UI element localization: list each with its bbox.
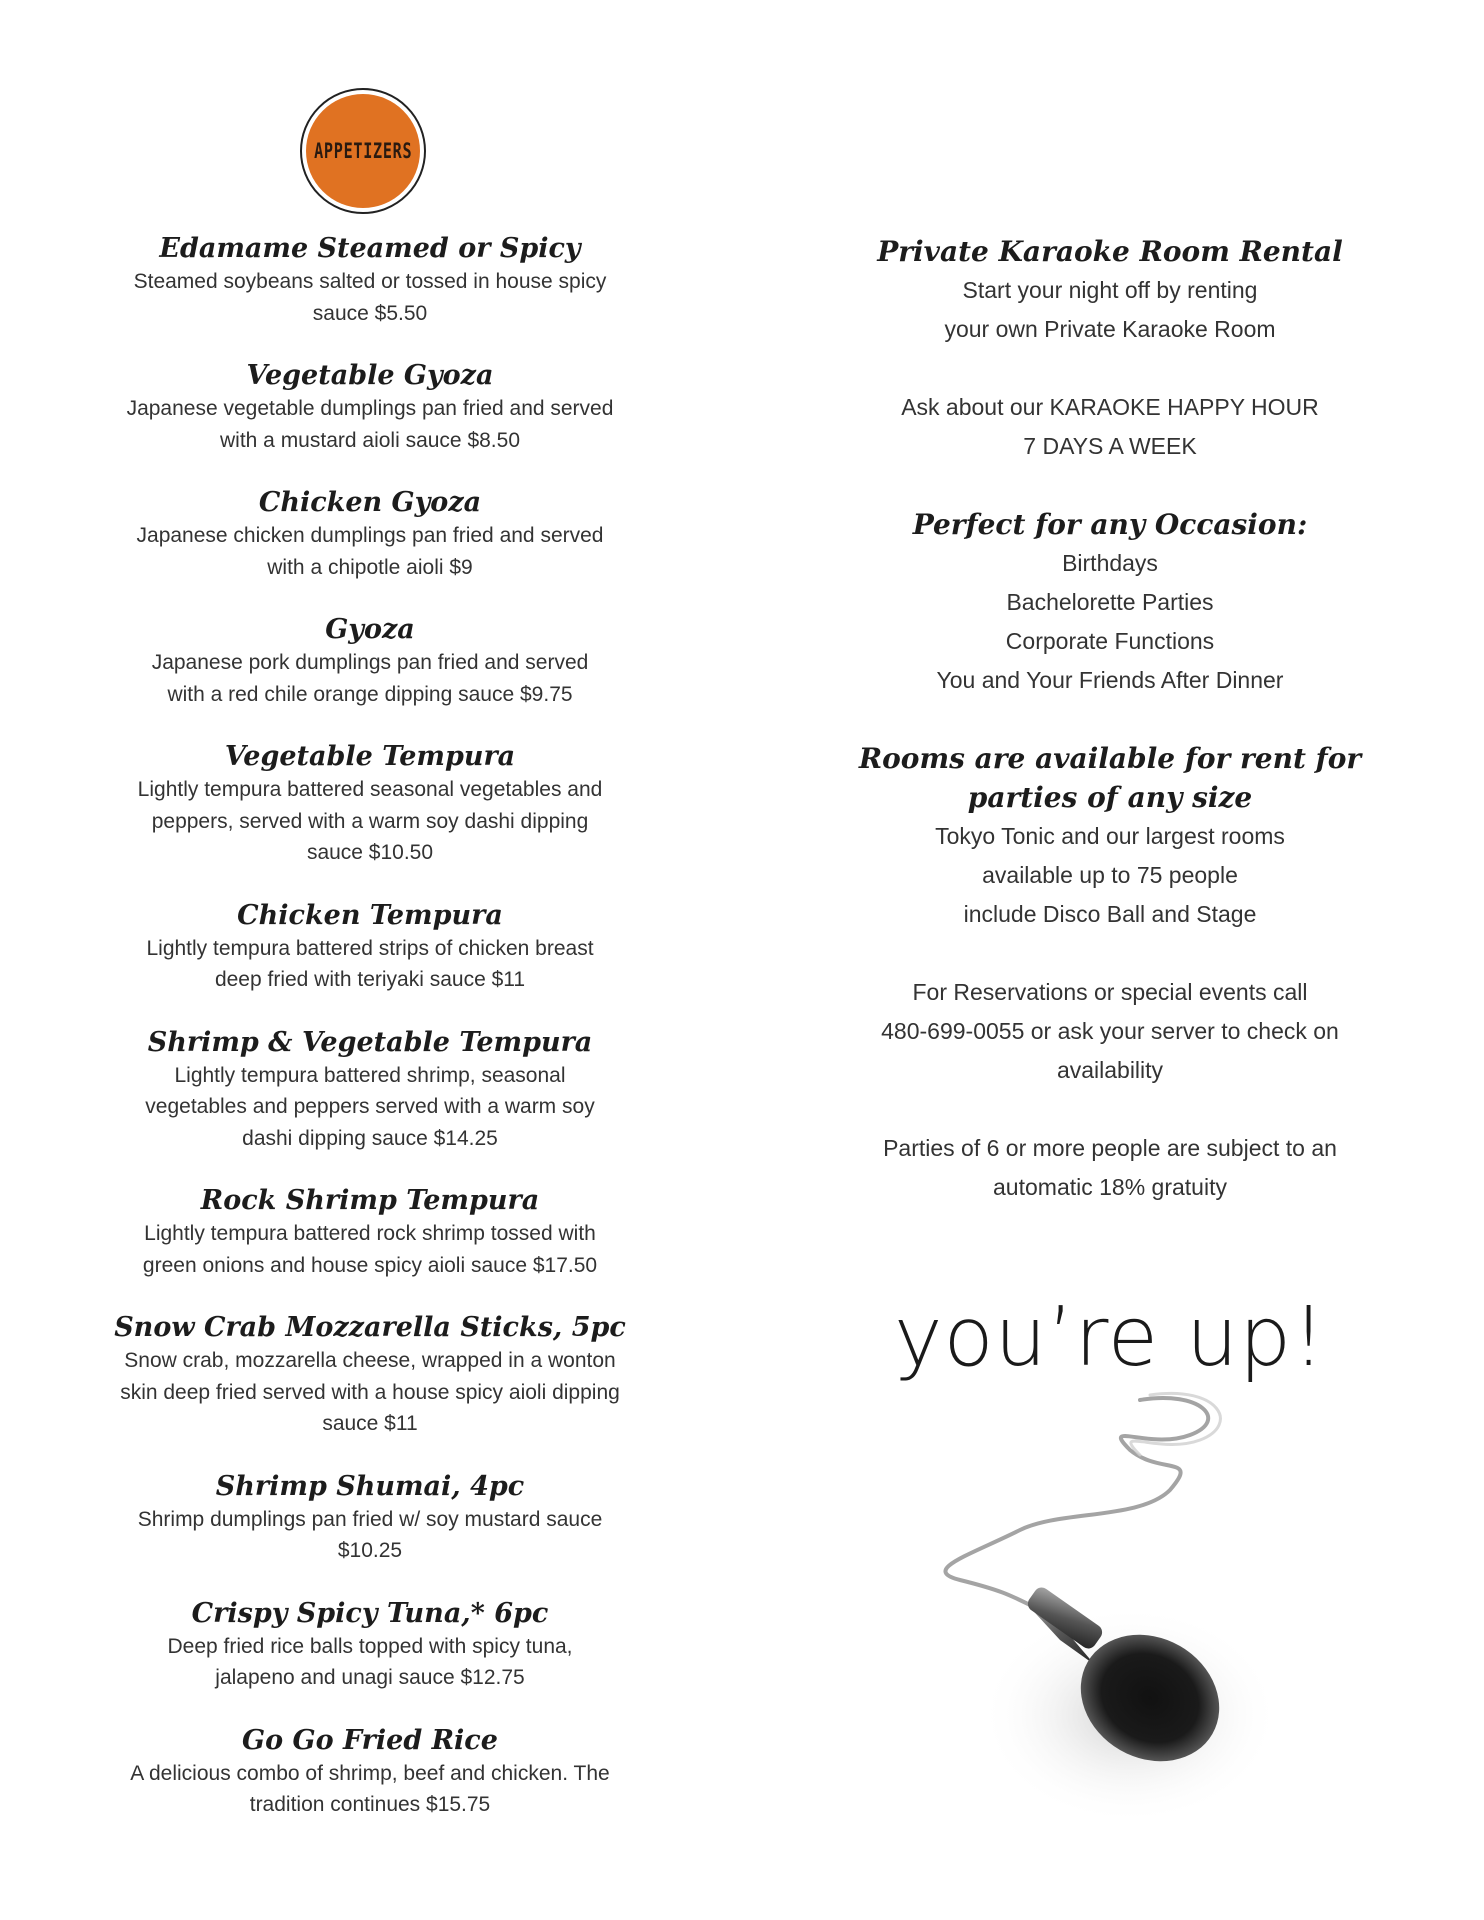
appetizers-badge-circle	[306, 94, 420, 208]
karaoke-intro-line: Start your night off by renting	[962, 277, 1258, 303]
menu-item	[70, 1026, 670, 1155]
appetizers-badge	[300, 88, 426, 214]
appetizers-badge-label: APPETIZERS	[313, 139, 413, 163]
item-desc-line: peppers, served with a warm soy dashi dipping	[151, 809, 589, 833]
item-desc-line: skin deep fried served with a house spicy aioli dipping	[120, 1380, 620, 1404]
item-desc-line: Lightly tempura battered strips of chicken breast	[146, 936, 594, 960]
item-desc-line: Japanese chicken dumplings pan fried and served	[136, 524, 604, 547]
item-desc-line: dashi dipping sauce $14.25	[242, 1126, 498, 1150]
item-desc-line: $10.25	[337, 1539, 403, 1562]
reservations-line: 480-699-0055 or ask your server to check on	[881, 1018, 1339, 1044]
item-desc-line: Snow crab, mozzarella cheese, wrapped in a wonton	[124, 1349, 616, 1372]
item-desc-line: Shrimp dumplings pan fried w/ soy mustard sauce	[137, 1507, 603, 1531]
menu-item	[70, 1470, 670, 1567]
gratuity-line: automatic 18% gratuity	[993, 1174, 1227, 1200]
item-desc-line: with a chipotle aioli $9	[267, 555, 473, 579]
karaoke-intro-line: your own Private Karaoke Room	[944, 316, 1276, 342]
item-desc-line: A delicious combo of shrimp, beef and chicken. The	[130, 1761, 610, 1785]
item-name: Gyoza	[325, 614, 415, 645]
menu-item	[70, 1184, 670, 1281]
occasion-heading: Perfect for any Occasion:	[912, 508, 1308, 541]
item-desc-line: sauce $5.50	[312, 301, 428, 325]
item-desc-line: vegetables and peppers served with a warm soy	[145, 1095, 595, 1118]
happy-hour-line: 7 DAYS A WEEK	[1023, 433, 1197, 459]
item-desc-line: Japanese vegetable dumplings pan fried and served	[126, 397, 614, 420]
item-name: Vegetable Gyoza	[246, 360, 494, 391]
menu-item	[70, 359, 670, 456]
menu-item	[70, 1597, 670, 1694]
item-name: Chicken Gyoza	[258, 487, 482, 518]
happy-hour-line: Ask about our KARAOKE HAPPY HOUR	[901, 394, 1319, 420]
rooms-line: Tokyo Tonic and our largest rooms	[935, 823, 1285, 849]
reservations-line: For Reservations or special events call	[912, 979, 1308, 1005]
item-name: Go Go Fried Rice	[242, 1724, 498, 1756]
item-desc-line: jalapeno and unagi sauce $12.75	[215, 1666, 525, 1689]
menu-item	[70, 1724, 670, 1821]
karaoke-heading: Private Karaoke Room Rental	[877, 235, 1343, 268]
occasion-item: Bachelorette Parties	[1006, 589, 1214, 615]
rooms-line: available up to 75 people	[982, 862, 1238, 888]
rooms-heading-line: parties of any size	[967, 781, 1253, 814]
youre-up-tagline: you’re up!	[893, 1290, 1327, 1385]
item-desc-line: tradition continues $15.75	[249, 1793, 491, 1816]
menu-item	[70, 1311, 670, 1440]
item-desc-line: Lightly tempura battered shrimp, seasonal	[174, 1063, 566, 1087]
item-name: Shrimp Shumai, 4pc	[215, 1470, 525, 1502]
occasion-item: Corporate Functions	[1005, 628, 1215, 654]
occasion-item: Birthdays	[1062, 550, 1158, 576]
item-desc-line: Deep fried rice balls topped with spicy tuna,	[167, 1634, 573, 1658]
menu-item	[70, 486, 670, 583]
item-desc-line: Steamed soybeans salted or tossed in house spicy	[133, 270, 607, 293]
item-desc-line: deep fried with teriyaki sauce $11	[214, 968, 526, 991]
item-desc-line: Lightly tempura battered rock shrimp tossed with	[144, 1222, 596, 1245]
appetizers-list	[70, 232, 670, 1851]
menu-item	[70, 232, 670, 329]
item-name: Shrimp & Vegetable Tempura	[147, 1026, 593, 1058]
item-name: Edamame Steamed or Spicy	[159, 233, 581, 264]
microphone-icon	[900, 1380, 1340, 1820]
rooms-heading-line: Rooms are available for rent for	[858, 742, 1362, 775]
item-desc-line: green onions and house spicy aioli sauce $17.50	[142, 1253, 598, 1277]
item-desc-line: Lightly tempura battered seasonal vegetables and	[137, 778, 603, 801]
rooms-line: include Disco Ball and Stage	[963, 901, 1257, 927]
occasion-item: You and Your Friends After Dinner	[936, 667, 1284, 693]
menu-item	[70, 899, 670, 996]
item-name: Chicken Tempura	[237, 899, 503, 931]
menu-item	[70, 613, 670, 710]
item-name: Snow Crab Mozzarella Sticks, 5pc	[114, 1312, 626, 1343]
item-name: Crispy Spicy Tuna,* 6pc	[191, 1597, 549, 1629]
karaoke-info	[820, 232, 1400, 1207]
item-desc-line: with a mustard aioli sauce $8.50	[220, 428, 520, 452]
item-name: Vegetable Tempura	[224, 741, 516, 772]
menu-item	[70, 740, 670, 869]
item-desc-line: sauce $10.50	[306, 841, 434, 864]
gratuity-line: Parties of 6 or more people are subject to an	[883, 1135, 1337, 1161]
item-desc-line: with a red chile orange dipping sauce $9.75	[167, 682, 573, 706]
item-name: Rock Shrimp Tempura	[200, 1185, 540, 1216]
item-desc-line: sauce $11	[322, 1412, 418, 1435]
item-desc-line: Japanese pork dumplings pan fried and served	[151, 651, 589, 674]
reservations-line: availability	[1056, 1057, 1164, 1083]
